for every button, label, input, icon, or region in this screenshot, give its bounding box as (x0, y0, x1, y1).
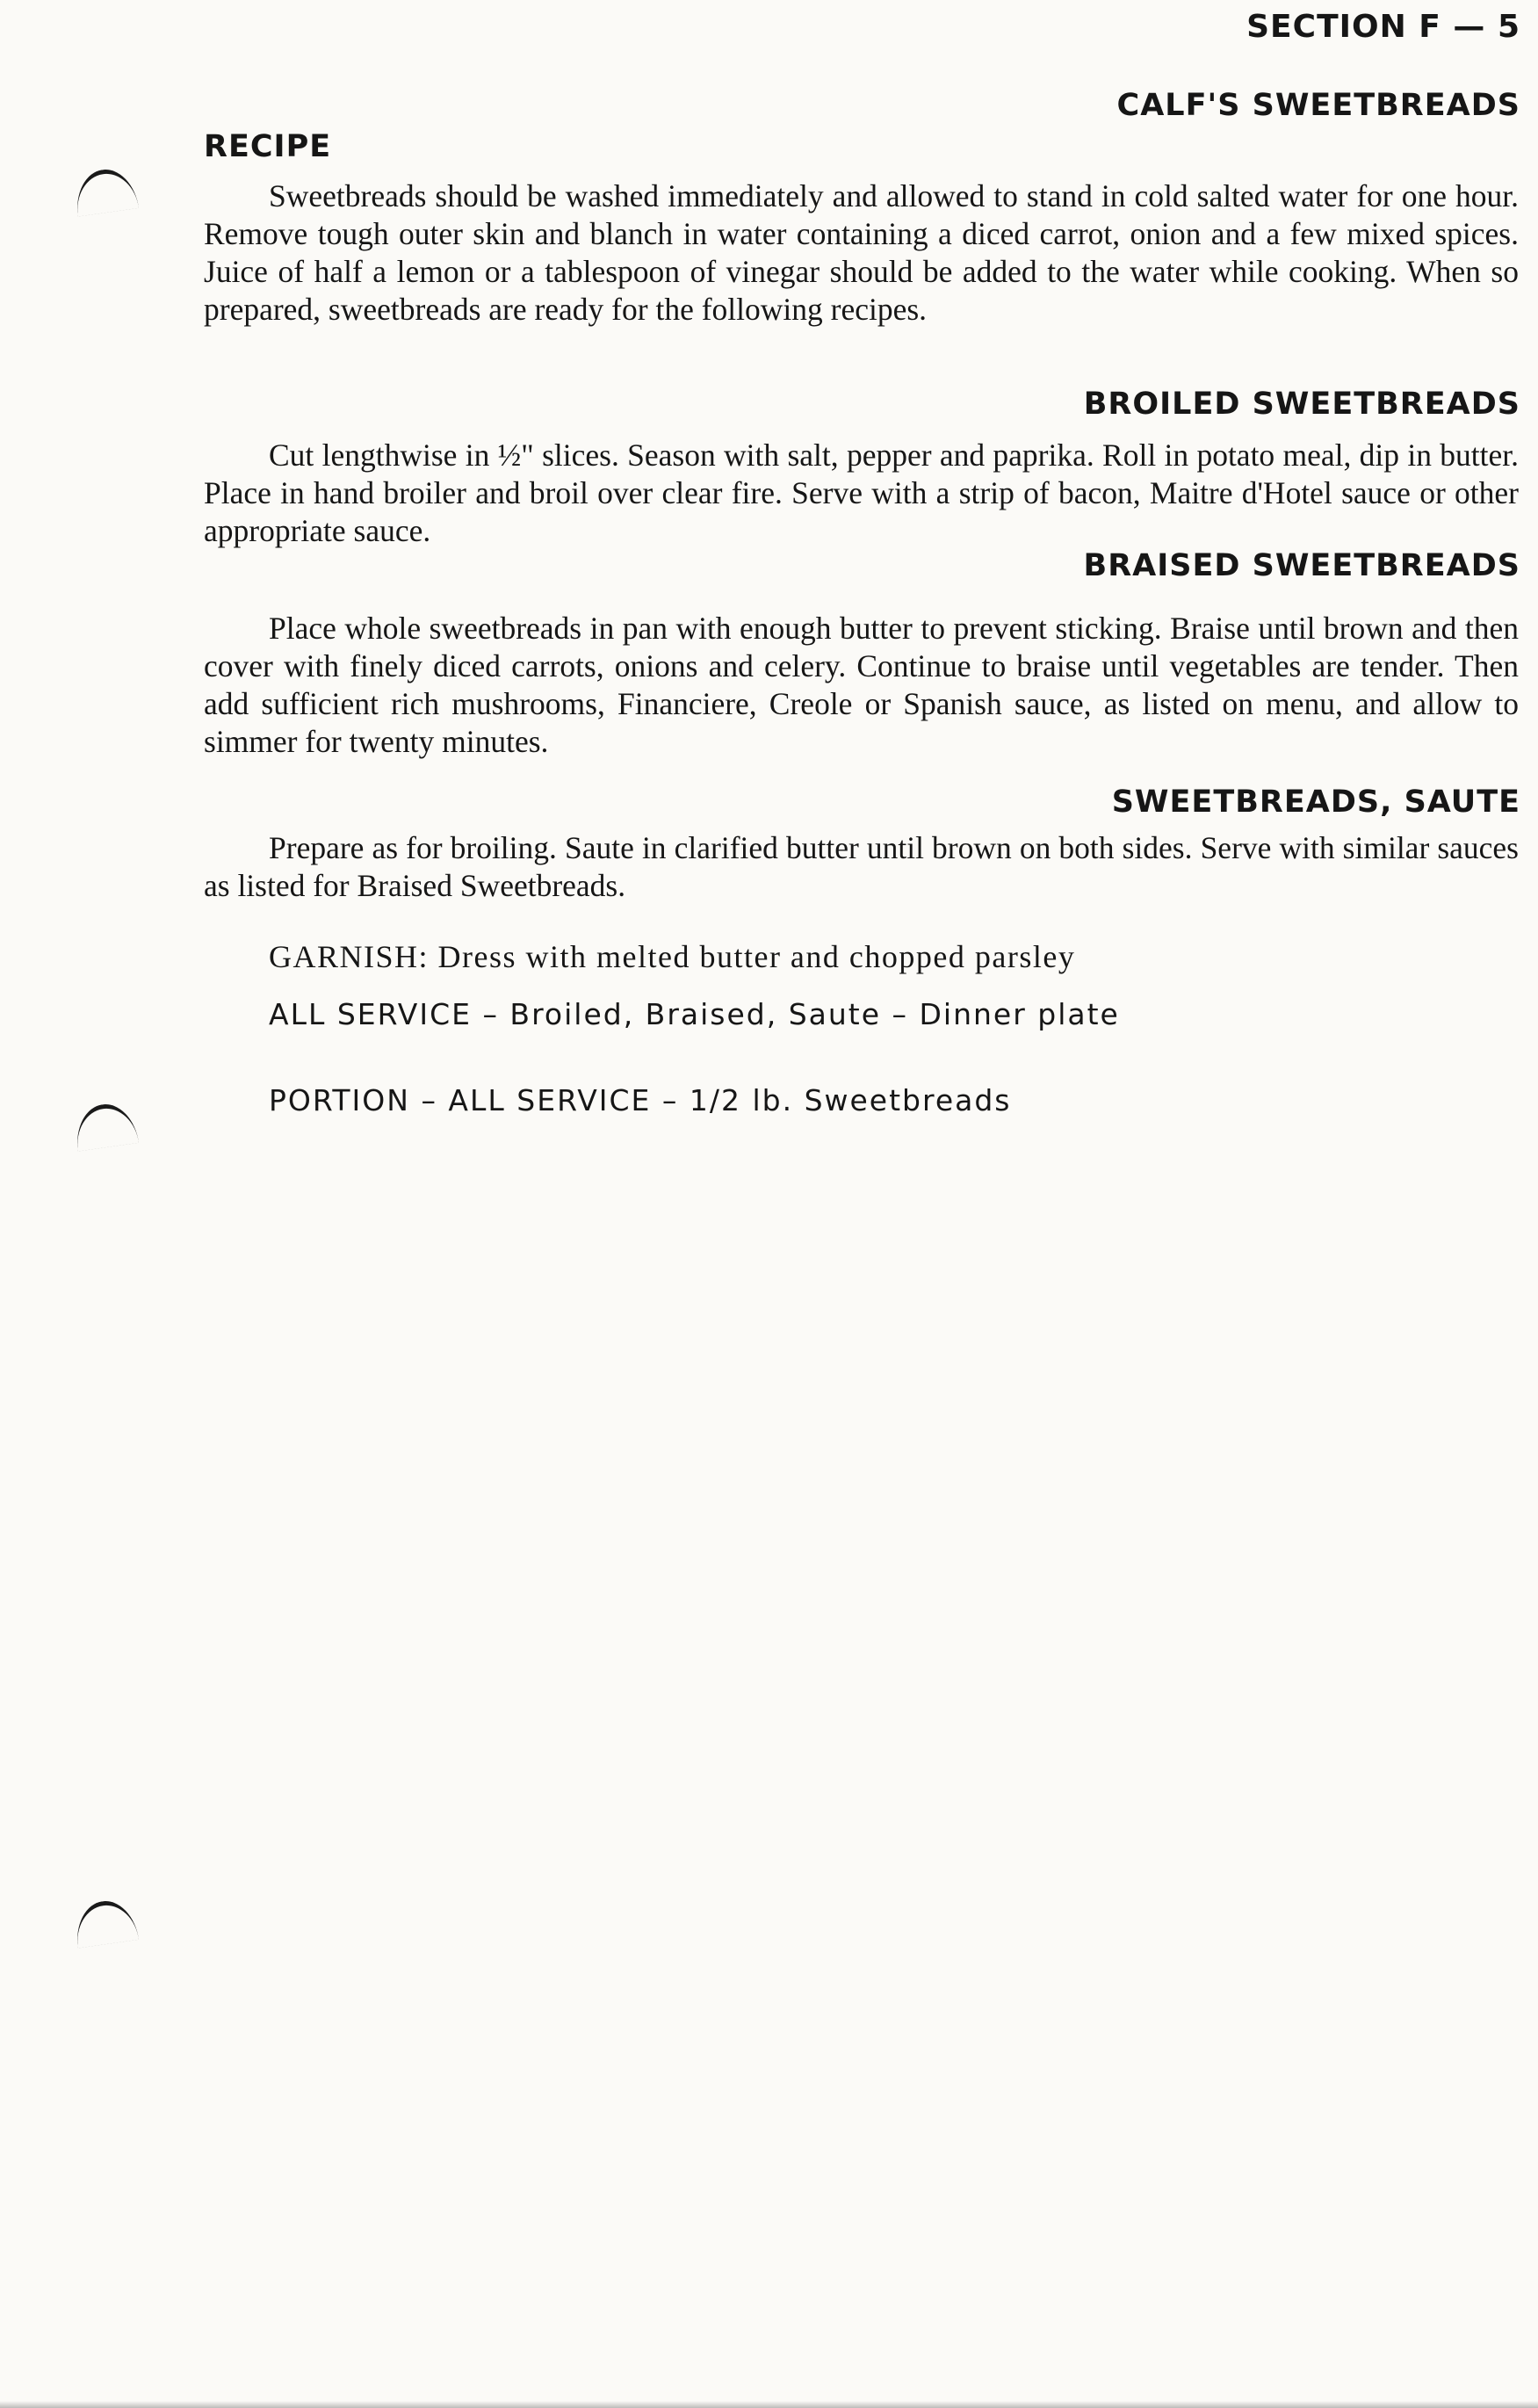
recipe-paragraph: Sweetbreads should be washed immediately and allowed to stand in cold salted water for one hour. Remove tough outer skin and blanch in water containing a diced carrot, onion and a few mixed spices. Juice of half a lemon or a tablespoon of vinegar should be added to the water while cooking. When so prepared, sweetbreads are ready for the following recipes. (204, 178, 1519, 327)
braised-paragraph: Place whole sweetbreads in pan with enough butter to prevent sticking. Braise until brown and then cover with finely diced carrots, onions and celery. Continue to braise until vegetables are tender. Then add sufficient rich mushrooms, Financiere, Creole or Spanish sauce, as listed on menu, and allow to simmer for twenty minutes. (204, 611, 1519, 759)
binder-hole-mark-middle (72, 1100, 139, 1151)
garnish-note: GARNISH: Dress with melted butter and chopped parsley (269, 939, 1076, 974)
recipe-label: RECIPE (204, 129, 332, 164)
broiled-paragraph: Cut lengthwise in ½" slices. Season with salt, pepper and paprika. Roll in potato meal, dip in butter. Place in hand broiler and broil over clear fire. Serve with a strip of bacon, Maitre d'Hotel sauce or other appropriate sauce. (204, 437, 1519, 548)
page-bottom-edge (0, 2401, 1538, 2408)
section-number: SECTION F — 5 (1246, 9, 1520, 45)
binder-hole-mark-bottom (72, 1897, 139, 1948)
portion-note: PORTION – ALL SERVICE – 1/2 lb. Sweetbreads (269, 1083, 1012, 1117)
saute-title: SWEETBREADS, SAUTE (1111, 785, 1520, 820)
braised-title: BRAISED SWEETBREADS (1083, 548, 1520, 583)
saute-paragraph: Prepare as for broiling. Saute in clarified butter until brown on both sides. Serve with similar sauces as listed for Braised Sweetbreads. (204, 830, 1519, 903)
service-note: ALL SERVICE – Broiled, Braised, Saute – Dinner plate (269, 997, 1120, 1031)
broiled-title: BROILED SWEETBREADS (1083, 387, 1520, 422)
binder-hole-mark-top (72, 165, 139, 216)
recipe-title: CALF'S SWEETBREADS (1116, 88, 1520, 123)
